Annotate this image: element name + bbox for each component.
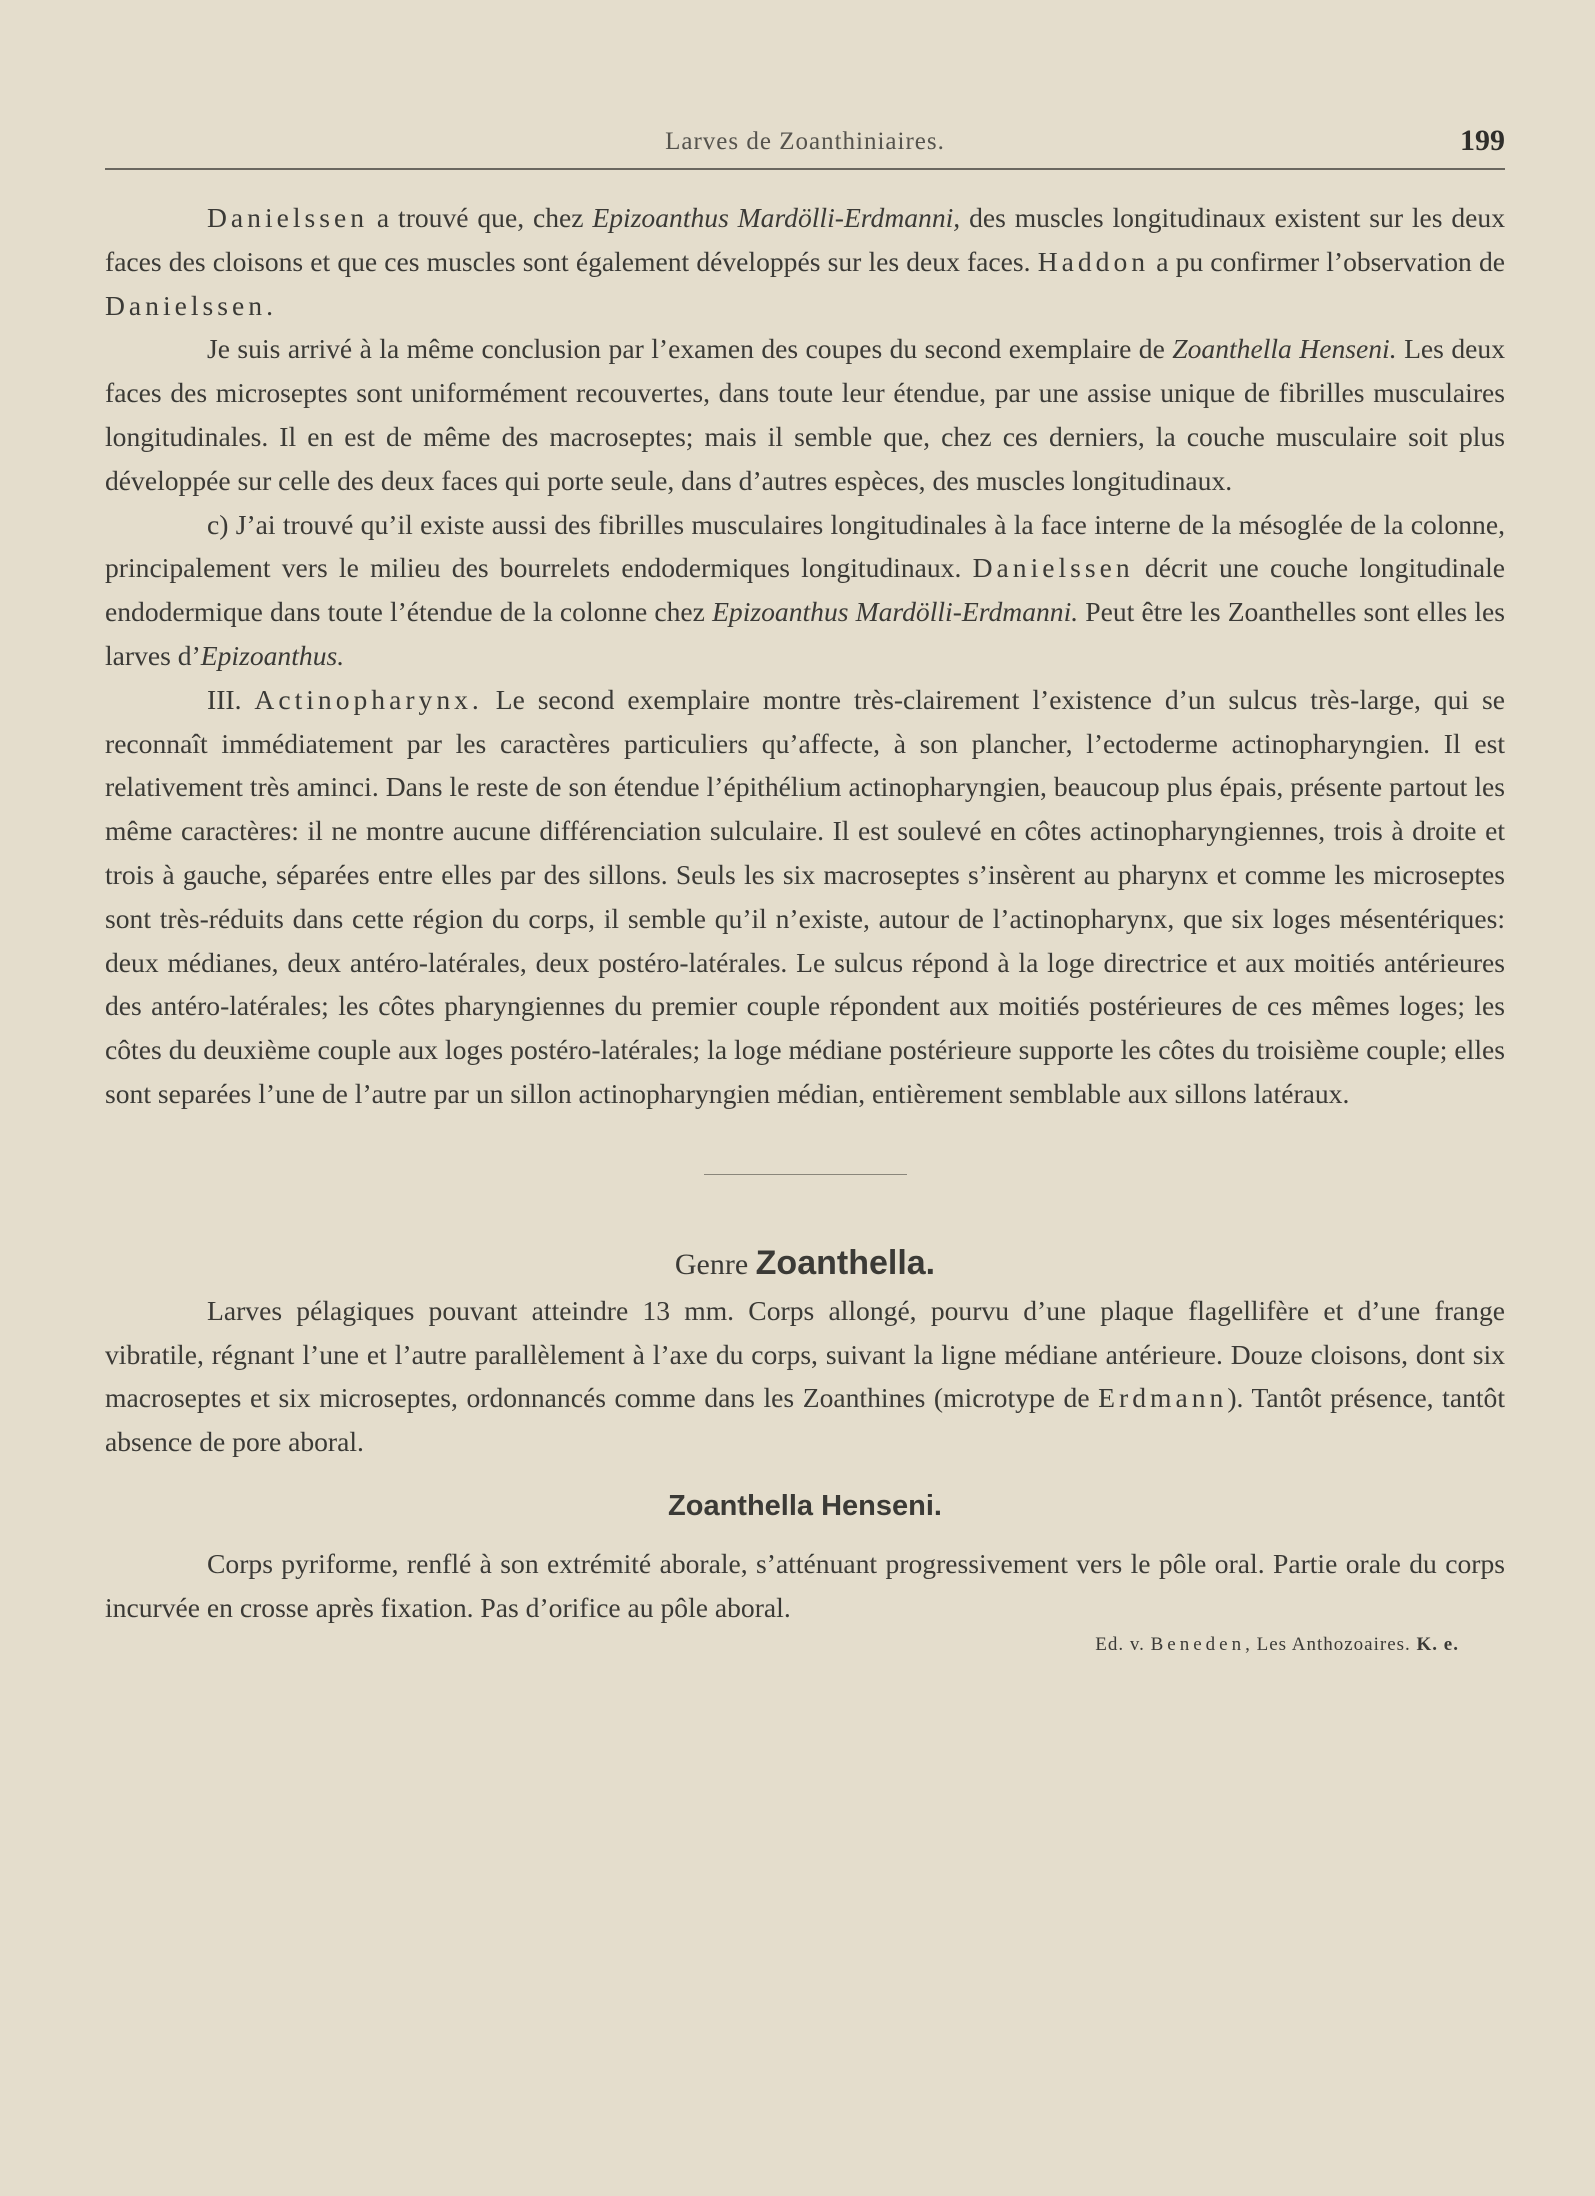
author-name: Danielssen <box>207 202 369 233</box>
running-head <box>105 124 1505 168</box>
text-run: . <box>266 289 273 321</box>
page-body <box>105 196 1505 1660</box>
signature-author: Beneden <box>1150 1633 1246 1655</box>
author-name: Danielssen <box>105 289 267 321</box>
signature-prefix: Ed. v. <box>1095 1633 1151 1655</box>
taxon-name: Zoanthella Henseni. <box>1172 333 1397 365</box>
text-run: Peut être les Zoanthelles sont elles les larves d’ <box>105 596 1505 671</box>
section-term: Actinopharynx. <box>254 683 483 715</box>
signature-line <box>105 1630 1505 1660</box>
text-run: décrit une couche longitudinale endodermique dans toute l’étendue de la colonne chez <box>105 552 1505 628</box>
running-title: Larves de Zoanthiniaires. <box>665 128 945 155</box>
taxon-name: Epizoanthus. <box>200 639 345 671</box>
text-run: Le second exemplaire montre très-clairement l’existence d’un sulcus très-large, qui se reconnaît immédiatement par les caractères particuliers qu’affecte, à son plancher, l’ectoderme actinopharyngien. Il est relativement très aminci. Dans le reste de son étendue l’épithélium actinopharyngien, beaucoup plus épais, présente partout les même caractères: il ne montre aucune différenciation sulculaire. Il est soulevé en côtes actinopharyngiennes, trois à droite et trois à gauche, séparées entre elles par des sillons. Seuls les six macroseptes s’insèrent au pharynx et comme les microseptes sont très-réduits dans cette région du corps, il semble qu’il n’existe, autour de l’actinopharynx, que six loges mésentériques: deux médianes, deux antéro-latérales, deux postéro-latérales. Le sulcus répond à la loge directrice et aux moitiés antérieures des antéro-latérales; les côtes pharyngiennes du premier couple répondent aux moitiés postérieures de ces mêmes loges; les côtes du deuxième couple aux loges postéro-latérales; la loge médiane postérieure supporte les côtes du troisième couple; elles sont separées l’une de l’autre par un sillon actinopharyngien médian, entièrement semblable aux sillons latéraux. <box>105 683 1505 1109</box>
section-divider <box>704 1174 907 1175</box>
page-number: 199 <box>1460 124 1505 157</box>
genus-name: Zoanthella. <box>755 1243 936 1282</box>
paragraph-musculature-danielssen <box>105 196 1505 327</box>
author-name: Danielssen <box>972 552 1134 584</box>
genus-heading <box>105 1241 1505 1287</box>
taxon-name: Epizoanthus Mardölli-Erdmanni, <box>592 202 961 233</box>
signature-mark: K. e. <box>1416 1633 1459 1655</box>
taxon-name: Epizoanthus Mardölli-Erdmanni. <box>712 596 1079 628</box>
text-run: c) J’ai trouvé qu’il existe aussi des fibrilles musculaires longitudinales à la face interne de la mésoglée de la colonne, principalement vers le milieu des bourrelets endodermiques longitudinaux. <box>105 508 1505 584</box>
text-run: Larves pélagiques pouvant atteindre 13 mm. Corps allongé, pourvu d’une plaque flagellifère et d’une frange vibratile, régnant l’une et l’autre parallèlement à l’axe du corps, suivant la ligne médiane antérieure. Douze cloisons, dont six macroseptes et six microseptes, ordonnancés comme dans les Zoanthines (microtype de <box>105 1294 1505 1414</box>
text-run: ). Tantôt présence, tantôt absence de pore aboral. <box>105 1382 1506 1458</box>
paragraph-genus-description <box>105 1289 1505 1464</box>
author-name: Erdmann <box>1098 1382 1228 1414</box>
species-heading: Zoanthella Henseni. <box>668 1489 942 1522</box>
header-rule <box>105 168 1505 170</box>
genus-prefix: Genre <box>674 1247 756 1281</box>
author-name: Haddon <box>1037 245 1150 277</box>
paragraph-microseptes <box>105 327 1505 502</box>
text-run: III. <box>207 683 255 715</box>
text-run: Je suis arrivé à la même conclusion par l’examen des coupes du second exemplaire de <box>207 333 1173 365</box>
signature-title: , Les Anthozoaires. <box>1245 1633 1417 1655</box>
paragraph-species-description: Corps pyriforme, renflé à son extrémité aborale, s’atténuant progressivement vers le pôle oral. Partie orale du corps incurvée en crosse après fixation. Pas d’orifice au pôle aboral. <box>105 1547 1505 1623</box>
text-run: des muscles longitudinaux existent sur les deux faces des cloisons et que ces muscles sont également développés sur les deux faces. <box>105 202 1506 277</box>
text-run: Les deux faces des microseptes sont uniformément recouvertes, dans toute leur étendue, par une assise unique de fibrilles musculaires longitudinales. Il en est de même des macroseptes; mais il semble que, chez ces derniers, la couche musculaire soit plus développée sur celle des deux faces qui porte seule, dans d’autres espèces, des muscles longitudinaux. <box>105 333 1506 496</box>
text-run: a trouvé que, chez <box>368 202 593 233</box>
paragraph-actinopharynx <box>105 678 1505 1116</box>
text-run: a pu confirmer l’observation de <box>1149 245 1505 277</box>
paragraph-fibrilles-colonne <box>105 503 1505 678</box>
